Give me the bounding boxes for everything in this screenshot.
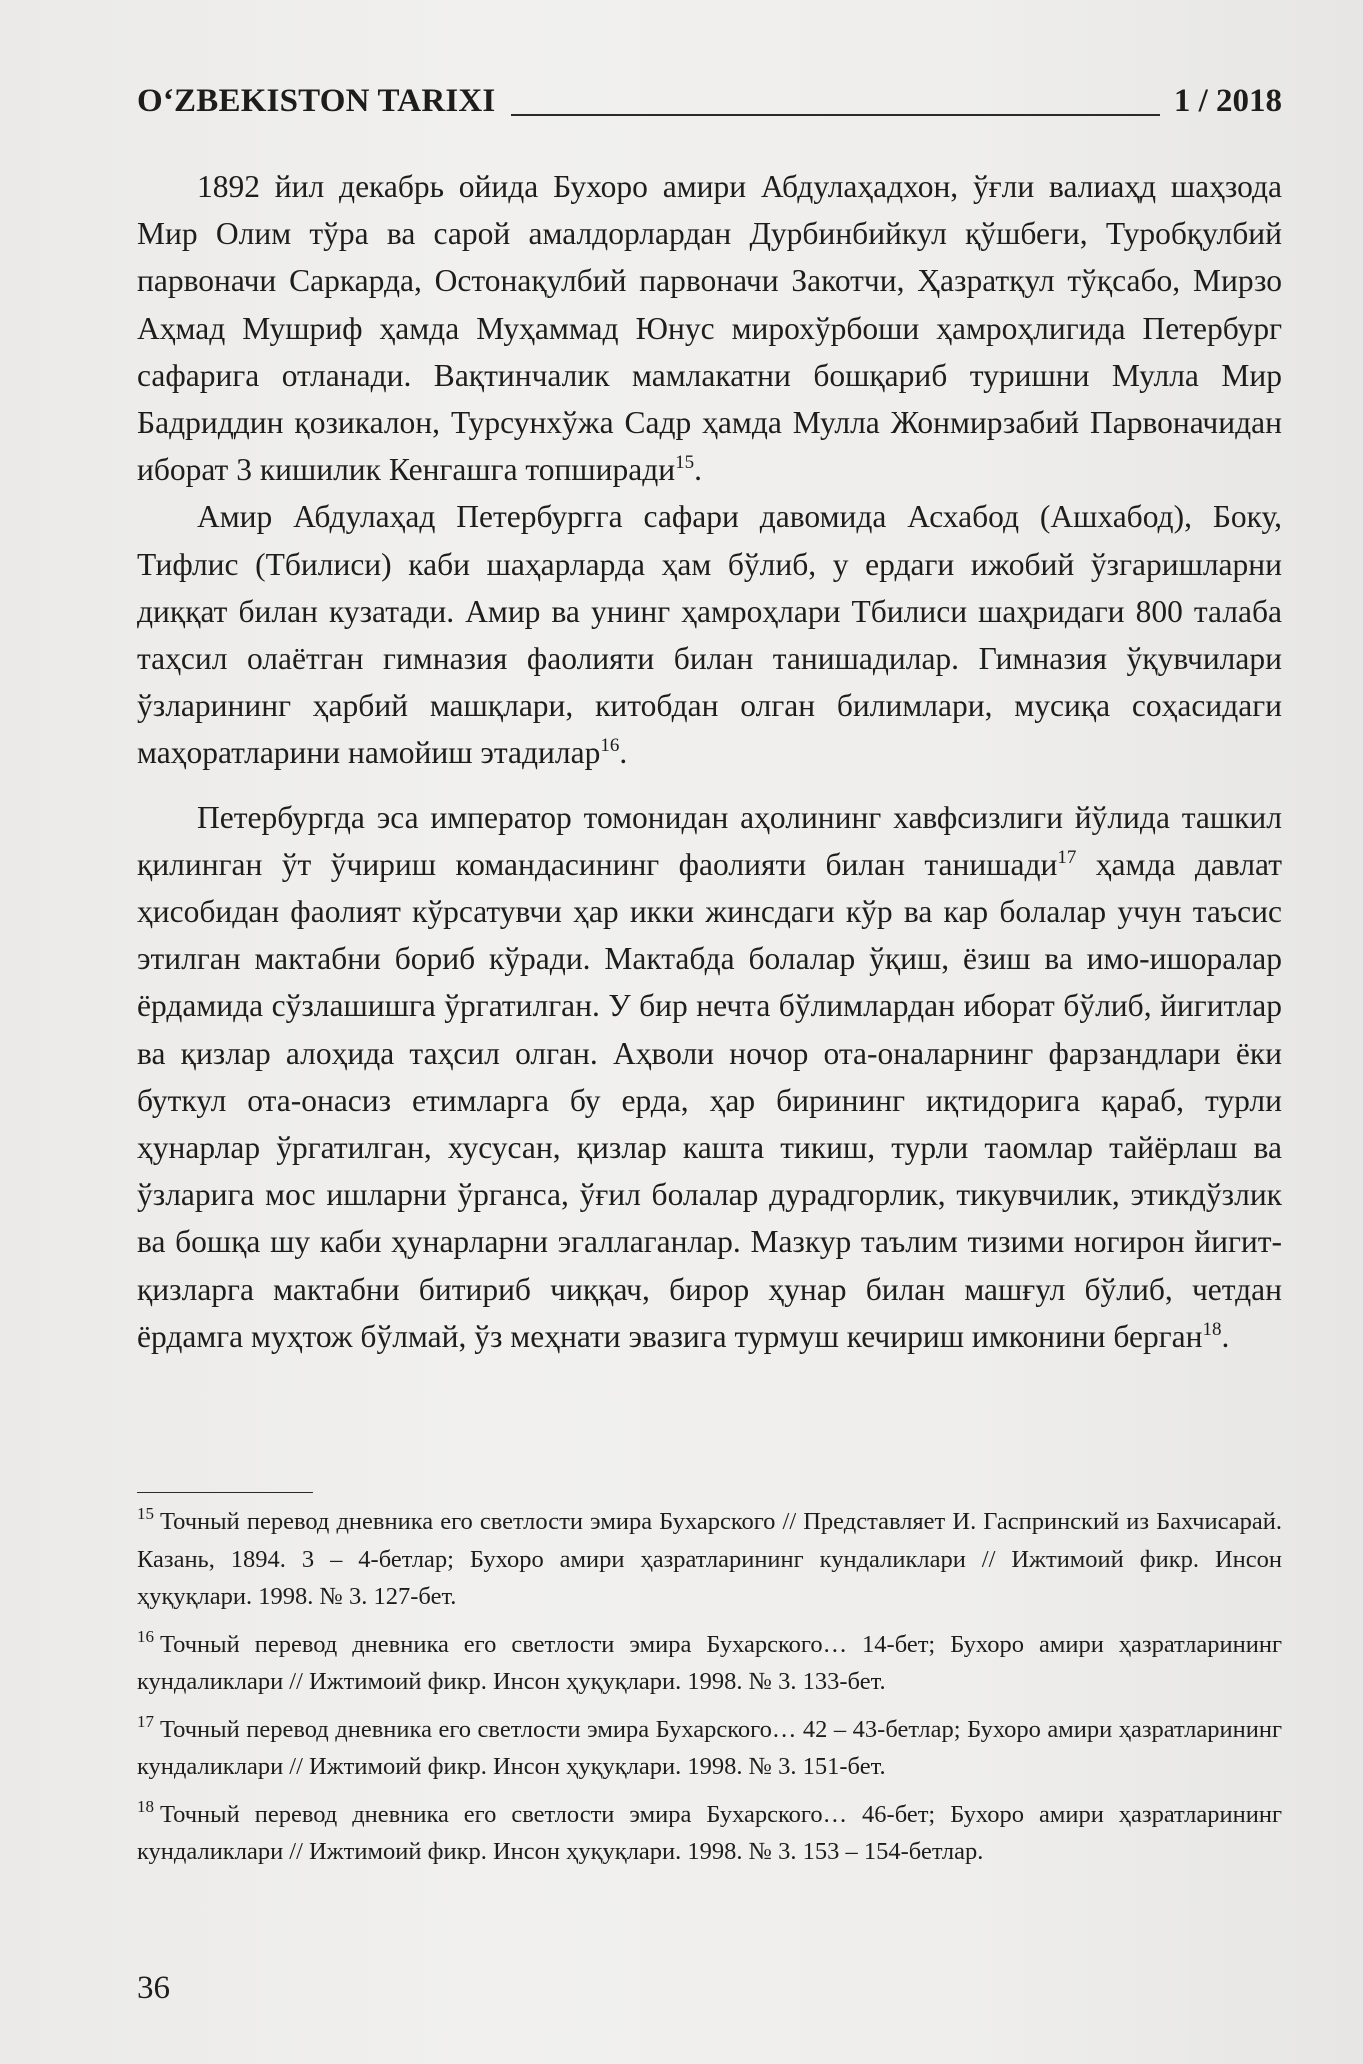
- footnote-number: 17: [137, 1711, 154, 1731]
- footnotes: [137, 1503, 1282, 1881]
- paragraph-text: Петербургда эса император томонидан аҳолининг хавфсизлиги йўлида ташкил қилинган ўт ўчириш командасининг фаолияти билан танишади: [137, 799, 1282, 882]
- footnote-number: 15: [137, 1504, 154, 1523]
- footnote-separator: [137, 1492, 313, 1493]
- footnote-number: 16: [137, 1626, 154, 1646]
- paragraph-tail: .: [1221, 1318, 1230, 1354]
- footnote-17: [137, 1711, 1282, 1786]
- footnote-text: Точный перевод дневника его светлости эмира Бухарского // Представляет И. Гаспринский из Бахчисарай. Казань, 1894. 3 – 4-бетлар; Бухоро амири ҳазратларининг кундаликлари // Ижтимоий фикр. Инсон ҳуқуқлари. 1998. № 3. 127-бет.: [137, 1508, 1282, 1610]
- footnote-ref-15: 15: [675, 452, 695, 474]
- footnote-16: [137, 1626, 1282, 1701]
- paragraph-text: Амир Абдулаҳад Петербургга сафари давомида Асхабод (Ашхабод), Боку, Тифлис (Тбилиси) каби шаҳарларда ҳам бўлиб, у ердаги ижобий ўзгаришларни диққат билан кузатади. Амир ва унинг ҳамроҳлари Тбилиси шаҳридаги 800 талаба таҳсил олаётган гимназия фаолияти билан танишадилар. Гимназия ўқувчилари ўзларининг ҳарбий машқлари, китобдан олган билимлари, мусиқа соҳасидаги маҳоратларини намойиш этадилар: [137, 499, 1282, 771]
- footnote-text: Точный перевод дневника его светлости эмира Бухарского… 42 – 43-бетлар; Бухоро амири ҳазратларининг кундаликлари // Ижтимоий фикр. Инсон ҳуқуқлари. 1998. № 3. 151-бет.: [137, 1715, 1282, 1780]
- footnote-18: [137, 1796, 1282, 1871]
- footnote-15: [137, 1503, 1282, 1616]
- footnote-number: 18: [137, 1796, 154, 1816]
- footnote-text: Точный перевод дневника его светлости эмира Бухарского… 14-бет; Бухоро амири ҳазратларининг кундаликлари // Ижтимоий фикр. Инсон ҳуқуқлари. 1998. № 3. 133-бет.: [137, 1630, 1282, 1695]
- footnote-ref-18: 18: [1202, 1318, 1222, 1340]
- main-text: [137, 163, 1282, 1360]
- footnote-ref-16: 16: [600, 735, 620, 757]
- paragraph-2: [137, 493, 1282, 776]
- header-rule: [511, 114, 1159, 116]
- journal-title: O‘ZBEKISTON TARIXI: [137, 83, 496, 119]
- paragraph-1: [137, 163, 1282, 493]
- footnote-text: Точный перевод дневника его светлости эмира Бухарского… 46-бет; Бухоро амири ҳазратларининг кундаликлари // Ижтимоий фикр. Инсон ҳуқуқлари. 1998. № 3. 153 – 154-бетлар.: [137, 1800, 1282, 1865]
- running-header: [137, 72, 1282, 124]
- page-number: 36: [137, 1970, 170, 2006]
- paragraph-text: ҳамда давлат ҳисобидан фаолият кўрсатувчи ҳар икки жинсдаги кўр ва кар болалар учун таъсис этилган мактабни бориб кўради. Мактабда болалар ўқиш, ёзиш ва имо-ишоралар ёрдамида сўзлашишга ўргатилган. У бир нечта бўлимлардан иборат бўлиб, йигитлар ва қизлар алоҳида таҳсил олган. Аҳволи ночор ота-оналарнинг фарзандлари ёки буткул ота-онасиз етимларга бу ерда, ҳар бирининг иқтидорига қараб, турли ҳунарлар ўргатилган, хусусан, қизлар кашта тикиш, турли таомлар тайёрлаш ва ўзларига мос ишларни ўрганса, ўғил болалар дурадгорлик, тикувчилик, этикдўзлик ва бошқа шу каби ҳунарларни эгаллаганлар. Мазкур таълим тизими ногирон йигит-қизларга мактабни битириб чиққач, бирор ҳунар билан машғул бўлиб, четдан ёрдамга муҳтож бўлмай, ўз меҳнати эвазига турмуш кечириш имконини берган: [137, 846, 1282, 1354]
- issue-number: 1 / 2018: [1173, 83, 1282, 119]
- paragraph-3: [137, 794, 1282, 1360]
- footnote-ref-17: 17: [1057, 846, 1077, 868]
- paragraph-tail: .: [694, 452, 702, 488]
- paragraph-text: 1892 йил декабрь ойида Бухоро амири Абдулаҳадхон, ўғли валиаҳд шаҳзода Мир Олим тўра ва сарой амалдорлардан Дурбинбийкул қўшбеги, Туробқулбий парвоначи Саркарда, Остонақулбий парвоначи Закотчи, Ҳазратқул тўқсабо, Мирзо Аҳмад Мушриф ҳамда Муҳаммад Юнус мирохўрбоши ҳамроҳлигида Петербург сафарига отланади. Вақтинчалик мамлакатни бошқариб туришни Мулла Мир Бадриддин қозикалон, Турсунхўжа Садр ҳамда Мулла Жонмирзабий Парвоначидан иборат 3 кишилик Кенгашга топширади: [137, 169, 1282, 488]
- paragraph-tail: .: [619, 735, 628, 771]
